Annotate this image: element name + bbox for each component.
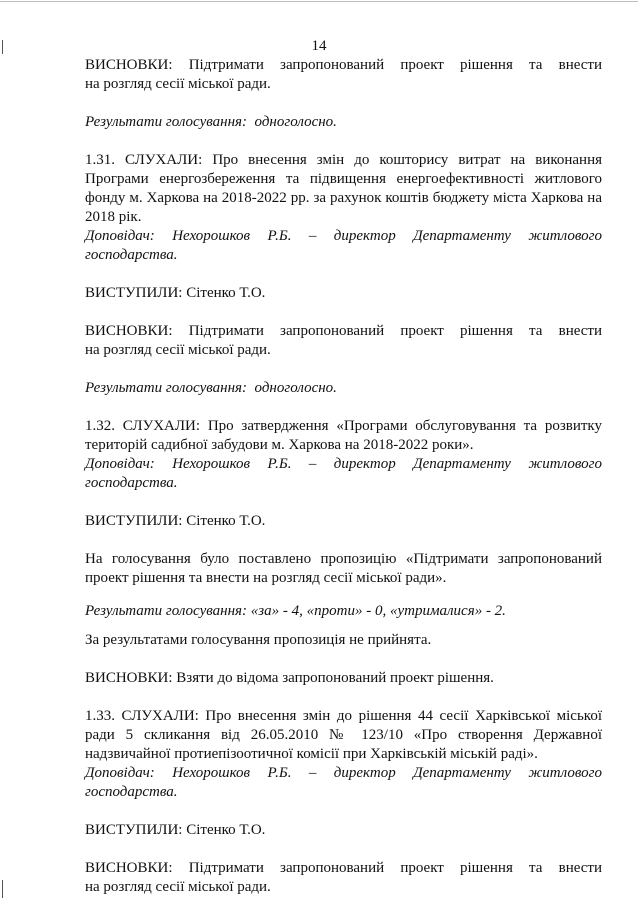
speaker-label: Доповідач: [85,228,155,244]
agenda-item-text [85,151,602,227]
conclusion-block [85,669,602,688]
conclusion-line: на розгляд сесії міської ради. [85,342,271,358]
vote-result [85,602,602,621]
conclusion-label: ВИСНОВКИ: [85,57,173,73]
speaker-text: Нехорошков Р.Б. – директор Департаменту житлового господарства. [85,228,603,263]
agenda-item-1-31 [85,151,602,265]
speakers-value: Сітенко Т.О. [186,513,266,529]
rejection-note: За результатами голосування пропозиція не прийнята. [85,632,432,648]
speakers-block [85,284,602,303]
speaker-line [85,455,602,493]
vote-value: одноголосно. [254,114,337,130]
conclusion-label: ВИСНОВКИ: [85,670,173,686]
speakers-block [85,512,602,531]
proposal-text: На голосування було поставлено пропозицію «Підтримати запропонований проект рішення та внести на розгляд сесії міської ради». [85,551,602,586]
vote-label: Результати голосування: [85,114,248,130]
speakers-label: ВИСТУПИЛИ: [85,513,183,529]
agenda-item-body: Про затвердження «Програми обслуговування та розвитку територій садибної забудови м. Харкова на 2018-2022 роки». [85,418,603,453]
conclusion-block [85,56,602,94]
conclusion-label: ВИСНОВКИ: [85,323,173,339]
speakers-value: Сітенко Т.О. [186,822,266,838]
vote-label: Результати голосування: [85,603,248,619]
speakers-label: ВИСТУПИЛИ: [85,285,183,301]
vote-value: «за» - 4, «проти» - 0, «утрималися» - 2. [250,603,506,619]
agenda-item-text [85,707,602,764]
conclusion-block [85,322,602,360]
conclusion-line [85,322,602,341]
agenda-item-1-32 [85,417,602,493]
agenda-item-body: Про внесення змін до кошторису витрат на виконання Програми енергозбереження та підвищення енергоефективності житлового фонду м. Харкова на 2018-2022 рр. за рахунок коштів бюджету міста Харкова на 2018 рік. [85,152,603,225]
vote-result [85,113,602,132]
conclusion-text: Взяти до відома запропонований проект рішення. [176,670,494,686]
conclusion-line [85,56,602,75]
speakers-label: ВИСТУПИЛИ: [85,822,183,838]
speaker-text: Нехорошков Р.Б. – директор Департаменту житлового господарства. [85,456,603,491]
scan-top-edge [0,1,638,2]
page-number: 14 [311,38,327,54]
vote-value: одноголосно. [254,380,337,396]
vote-result [85,379,602,398]
conclusion-line: на розгляд сесії міської ради. [85,879,271,895]
speaker-label: Доповідач: [85,765,155,781]
agenda-item-body: Про внесення змін до рішення 44 сесії Харківської міської ради 5 скликання від 26.05.2010 № 123/10 «Про створення Державної надзвичайної протиепізоотичної комісії при Харківській міській раді». [85,708,603,762]
speaker-line [85,764,602,802]
vote-label: Результати голосування: [85,380,248,396]
scan-artifact [2,880,3,898]
conclusion-label: ВИСНОВКИ: [85,860,173,876]
agenda-item-lead: 1.32. СЛУХАЛИ: [85,418,201,434]
conclusion-text: Підтримати запропонований проект рішення та внести [188,860,602,876]
agenda-item-lead: 1.31. СЛУХАЛИ: [85,152,203,168]
speakers-block [85,821,602,840]
speaker-text: Нехорошков Р.Б. – директор Департаменту житлового господарства. [85,765,603,800]
agenda-item-lead: 1.33. СЛУХАЛИ: [85,708,199,724]
conclusion-block [85,859,602,897]
speaker-line [85,227,602,265]
agenda-item-1-33 [85,707,602,802]
speaker-label: Доповідач: [85,456,155,472]
speakers-value: Сітенко Т.О. [186,285,266,301]
conclusion-text: Підтримати запропонований проект рішення та внести [188,323,602,339]
conclusion-text: Підтримати запропонований проект рішення та внести [188,57,602,73]
document-body [85,56,602,897]
conclusion-line [85,859,602,878]
agenda-item-text [85,417,602,455]
conclusion-line: на розгляд сесії міської ради. [85,76,271,92]
